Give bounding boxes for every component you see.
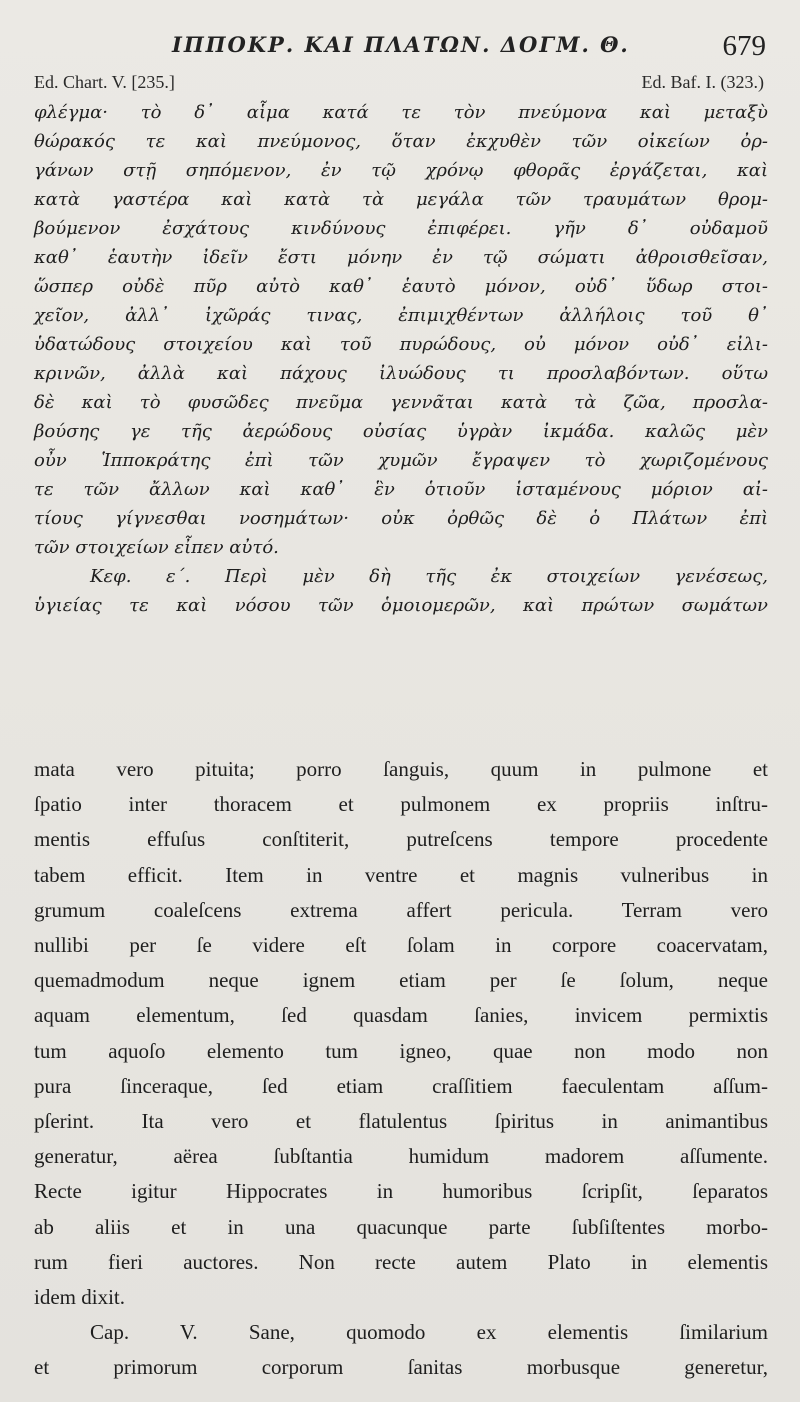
greek-text-block: [34, 98, 768, 620]
greek-line: φλέγμα· τὸ δ᾽ αἷμα κατά τε τὸν πνεύμονα καὶ μεταξὺ: [34, 102, 768, 123]
latin-line: idem dixit.: [34, 1285, 125, 1310]
latin-line: et primorum corporum ſanitas morbusque generetur,: [34, 1355, 768, 1380]
running-head: [0, 24, 800, 68]
latin-line: aquam elementum, ſed quasdam ſanies, invicem permixtis: [34, 1003, 768, 1028]
greek-line: οὖν Ἱπποκράτης ἐπὶ τῶν χυμῶν ἔγραψεν τὸ χωριζομένους: [34, 450, 768, 471]
greek-line: ὥσπερ οὐδὲ πῦρ αὐτὸ καθ᾽ ἑαυτὸ μόνον, οὐδ᾽ ὕδωρ στοι-: [34, 276, 768, 297]
greek-line: θώρακός τε καὶ πνεύμονος, ὅταν ἐκχυθὲν τῶν οἰκείων ὀρ-: [34, 131, 768, 152]
latin-line: mentis effuſus conſtiterit, putreſcens tempore procedente: [34, 827, 768, 852]
greek-line: γάνων στῇ σηπόμενον, ἐν τῷ χρόνῳ φθορᾶς ἐργάζεται, καὶ: [34, 160, 768, 181]
greek-line: ὑγιείας τε καὶ νόσου τῶν ὁμοιομερῶν, καὶ πρώτων σωμάτων: [34, 595, 768, 616]
latin-text-block: [34, 752, 768, 1386]
edition-chart-ref: Ed. Chart. V. [235.]: [34, 72, 175, 92]
latin-line: ſpatio inter thoracem et pulmonem ex propriis inſtru-: [34, 792, 768, 817]
latin-line: nullibi per ſe videre eſt ſolam in corpore coacervatam,: [34, 933, 768, 958]
greek-line: βούμενον ἐσχάτους κινδύνους ἐπιφέρει. γῆν δ᾽ οὐδαμοῦ: [34, 218, 768, 239]
latin-line: rum fieri auctores. Non recte autem Plato in elementis: [34, 1249, 768, 1274]
latin-line: grumum coaleſcens extrema affert pericula. Terram vero: [34, 897, 768, 922]
greek-line: καθ᾽ ἑαυτὴν ἰδεῖν ἔστι μόνην ἐν τῷ σώματι ἀθροισθεῖσαν,: [34, 247, 768, 268]
greek-line: τῶν στοιχείων εἶπεν αὐτό.: [34, 537, 279, 558]
latin-chapter-heading-line: Cap. V. Sane, quomodo ex elementis ſimilarium: [90, 1320, 768, 1345]
greek-line: βούσης γε τῆς ἀερώδους οὐσίας ὑγρὰν ἰκμάδα. καλῶς μὲν: [34, 421, 768, 442]
latin-line: pſerint. Ita vero et flatulentus ſpiritus in animantibus: [34, 1109, 768, 1134]
latin-line: Recte igitur Hippocrates in humoribus ſcripſit, ſeparatos: [34, 1179, 768, 1204]
latin-line: generatur, aërea ſubſtantia humidum madorem aſſumente.: [34, 1144, 768, 1169]
latin-line: quemadmodum neque ignem etiam per ſe ſolum, neque: [34, 968, 768, 993]
edition-bas-ref: Ed. Baf. I. (323.): [641, 72, 764, 92]
latin-line: tabem efficit. Item in ventre et magnis vulneribus in: [34, 862, 768, 887]
latin-line: ab aliis et in una quacunque parte ſubſiſtentes morbo-: [34, 1214, 768, 1239]
latin-line: pura ſinceraque, ſed etiam craſſitiem faeculentam aſſum-: [34, 1073, 768, 1098]
greek-line: τίους γίγνεσθαι νοσημάτων· οὐκ ὀρθῶς δὲ ὁ Πλάτων ἐπὶ: [34, 508, 768, 529]
greek-line: χεῖον, ἀλλ᾽ ἰχῶράς τινας, ἐπιμιχθέντων ἀλλήλοις τοῦ θ᾽: [34, 305, 768, 326]
page-number: 679: [722, 30, 766, 62]
greek-line: δὲ καὶ τὸ φυσῶδες πνεῦμα γεννᾶται κατὰ τὰ ζῶα, προσλα-: [34, 392, 768, 413]
greek-line: κρινῶν, ἀλλὰ καὶ πάχους ἰλυώδους τι προσλαβόντων. οὕτω: [34, 363, 768, 384]
running-title: ΙΠΠΟΚΡ. ΚΑΙ ΠΛΑΤΩΝ. ΔΟΓΜ. Θ.: [172, 32, 630, 57]
latin-line: mata vero pituita; porro ſanguis, quum in pulmone et: [34, 757, 768, 781]
greek-line: κατὰ γαστέρα καὶ κατὰ τὰ μεγάλα τῶν τραυμάτων θρομ-: [34, 189, 768, 210]
greek-line: τε τῶν ἄλλων καὶ καθ᾽ ἓν ὁτιοῦν ἱσταμένους μόριον αἰ-: [34, 479, 768, 500]
edition-references: [34, 72, 764, 96]
latin-line: tum aquoſo elemento tum igneo, quae non modo non: [34, 1038, 768, 1063]
greek-chapter-heading-line: Κεφ. ε΄. Περὶ μὲν δὴ τῆς ἐκ στοιχείων γενέσεως,: [90, 566, 768, 587]
greek-line: ὑδατώδους στοιχείου καὶ τοῦ πυρώδους, οὐ μόνον οὐδ᾽ εἰλι-: [34, 334, 768, 355]
